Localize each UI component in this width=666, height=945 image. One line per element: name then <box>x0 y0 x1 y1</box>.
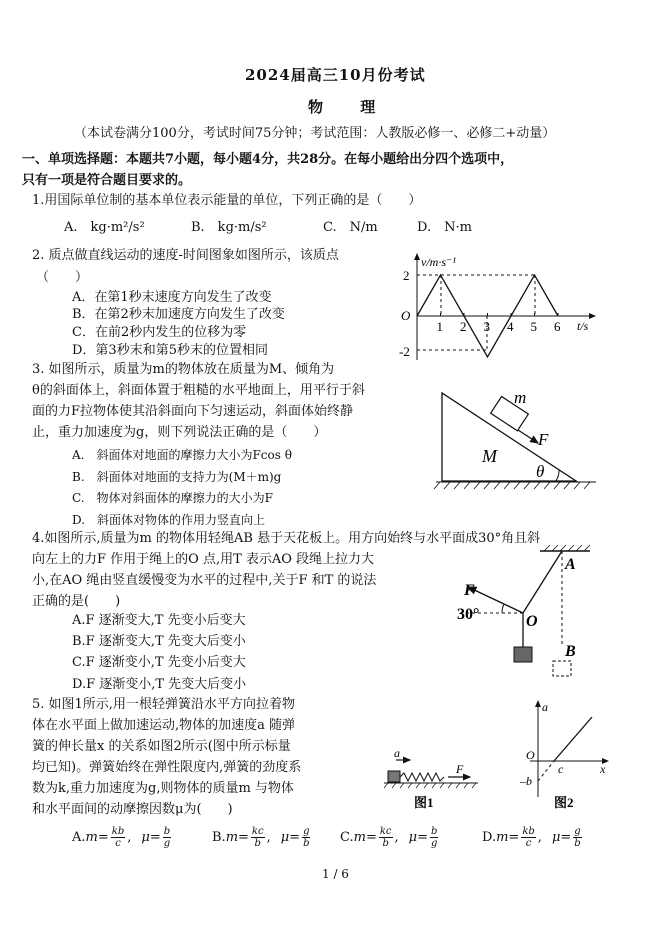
q3-incline-figure <box>430 385 600 495</box>
q5-line6: 和水平面间的动摩擦因数μ为( ) <box>32 802 233 817</box>
label-M: M <box>482 446 497 466</box>
q5-figure1 <box>382 745 482 815</box>
theta-arc <box>556 470 559 481</box>
section1-line1: 一、单项选择题：本题共7小题，每小题4分，共28分。在每小题给出分四个选项中， <box>22 152 514 167</box>
label-30deg: 30° <box>457 606 480 623</box>
fig1-label-F: F <box>456 762 464 776</box>
fig2-label-c: c <box>558 762 564 776</box>
q3-option-d: D. 斜面体对物体的作用力竖直向上 <box>72 513 266 527</box>
fig1-hatching <box>384 783 476 788</box>
q5-m-label: m= <box>225 830 249 845</box>
q5-option-letter: D. <box>482 830 497 845</box>
q5-option-a: A.m= $\frac{kb}{c}$ , μ= $\frac{b}{g}$ <box>72 826 171 849</box>
q5-m-label: m= <box>353 830 377 845</box>
q5-mu-fraction: $\frac{g}{b}$ <box>574 826 581 849</box>
label-O: O <box>526 613 538 630</box>
fig1-caption: 图1 <box>414 795 434 810</box>
q5-mu-fraction: $\frac{g}{b}$ <box>303 826 310 849</box>
q4-rope-figure <box>440 543 600 683</box>
q5-option-c: C.m= $\frac{kc}{b}$ , μ= $\frac{b}{g}$ <box>340 826 438 849</box>
x-tick-6: 6 <box>554 319 561 334</box>
q5-m-fraction: $\frac{kc}{b}$ <box>379 826 392 849</box>
label-B: B <box>565 643 576 660</box>
q4-option-d: D.F 逐渐变小,T 先变大后变小 <box>72 677 247 692</box>
q5-line3: 簧的伸长量x 的关系如图2所示(图中所示标量 <box>32 739 291 754</box>
x-tick-3: 3 <box>483 319 490 334</box>
q3-option-a: A. 斜面体对地面的摩擦力大小为Fcos θ <box>72 448 292 462</box>
ghost-block-B <box>553 661 571 676</box>
origin-label: O <box>401 308 411 323</box>
q2-option-d: D．第3秒末和第5秒末的位置相同 <box>72 343 268 358</box>
q5-mu-label: μ= <box>551 830 572 845</box>
q4-line4: 正确的是( ) <box>32 594 121 609</box>
x-tick-4: 4 <box>507 319 514 334</box>
q5-mu-fraction: $\frac{b}{g}$ <box>431 826 438 849</box>
q5-option-letter: A. <box>72 830 86 845</box>
q4-option-b: B.F 逐渐变大,T 先变大后变小 <box>72 634 246 649</box>
q5-mu-label: μ= <box>141 830 161 845</box>
angle-arc <box>502 604 504 613</box>
exam-info: （本试卷满分100分，考试时间75分钟；考试范围：人教版必修一、必修二+动量） <box>74 126 556 141</box>
q4-option-c: C.F 逐渐变小,T 先变小后变大 <box>72 655 246 670</box>
q5-line2: 体在水平面上做加速运动,物体的加速度a 随弹 <box>32 718 296 733</box>
q3-option-b: B. 斜面体对地面的支持力为(M＋m)g <box>72 470 282 484</box>
q4-option-a: A.F 逐渐变大,T 先变小后变大 <box>72 613 246 628</box>
label-theta: θ <box>536 462 545 481</box>
q5-option-b: B.m= $\frac{kc}{b}$ , μ= $\frac{g}{b}$ <box>212 826 310 849</box>
q5-option-letter: B. <box>212 830 226 845</box>
q2-option-a: A．在第1秒末速度方向发生了改变 <box>72 290 272 305</box>
q5-m-fraction: $\frac{kc}{b}$ <box>251 826 264 849</box>
fig2-label-O: O <box>526 748 535 762</box>
ground-hatching <box>434 482 590 489</box>
t-axis-label: t/s <box>577 319 589 333</box>
section1-line2: 只有一项是符合题目要求的。 <box>22 173 192 188</box>
q5-line5: 数为k,重力加速度为g,则物体的质量m 与物体 <box>32 781 294 796</box>
q4-line2: 向左上的力F 作用于绳上的O 点,用T 表示AO 段绳上拉力大 <box>32 552 375 567</box>
q1-option-a: A. kg·m²/s² <box>64 220 145 235</box>
y-neg-label: -2 <box>399 344 410 359</box>
q4-line1: 4.如图所示,质量为m 的物体用轻绳AB 悬于天花板上。用方向始终与水平面成30°角且斜 <box>32 531 541 546</box>
fig2-caption: 图2 <box>554 795 574 810</box>
q5-option-letter: C. <box>340 830 354 845</box>
label-A: A <box>565 556 576 573</box>
y-pos-label: 2 <box>403 268 410 283</box>
q4-line3: 小,在AO 绳由竖直缓慢变为水平的过程中,关于F 和T 的说法 <box>32 573 377 588</box>
q3-line2: θ的斜面体上，斜面体置于粗糙的水平地面上，用平行于斜 <box>32 383 365 398</box>
ceiling-hatching <box>544 545 590 551</box>
q3-line3: 面的力F拉物体使其沿斜面向下匀速运动，斜面体始终静 <box>32 404 354 419</box>
q2-stem2: （ ） <box>36 270 89 285</box>
label-m: m <box>514 388 527 407</box>
q1-option-c: C. N/m <box>323 220 378 235</box>
page-number: 1 / 6 <box>322 867 349 881</box>
fig2-label-neg-b: –b <box>520 774 532 788</box>
q5-m-label: m= <box>496 830 520 845</box>
q1-option-b: B. kg·m/s² <box>191 220 267 235</box>
q3-line1: 3. 如图所示，质量为m的物体放在质量为M、倾角为 <box>32 362 335 377</box>
fig2-label-x: x <box>600 762 606 776</box>
q5-line1: 5. 如图1所示,用一根轻弹簧沿水平方向拉着物 <box>32 697 295 712</box>
q1-option-d: D. N·m <box>417 220 472 235</box>
q5-mu-fraction: $\frac{b}{g}$ <box>163 826 171 849</box>
fig2-line <box>554 717 592 761</box>
q2-vt-graph <box>395 250 605 365</box>
x-tick-1: 1 <box>436 319 443 334</box>
mass-block <box>514 647 532 662</box>
q5-option-d: D.m= $\frac{kb}{c}$ , μ= $\frac{g}{b}$ <box>482 826 581 849</box>
spring <box>400 773 444 781</box>
label-F: F <box>464 582 475 599</box>
q5-mu-label: μ= <box>280 830 301 845</box>
q2-option-c: C．在前2秒内发生的位移为零 <box>72 325 247 340</box>
q2-stem1: 2. 质点做直线运动的速度-时间图象如图所示，该质点 <box>32 248 339 263</box>
q3-line4: 止，重力加速度为g，则下列说法正确的是（ ） <box>32 425 327 440</box>
exam-title: 2024届高三10月份考试 <box>245 66 426 84</box>
fig2-extension <box>538 761 554 781</box>
q1-stem: 1.用国际单位制的基本单位表示能量的单位，下列正确的是（ ） <box>32 193 422 208</box>
q5-figure2 <box>516 697 611 815</box>
label-F: F <box>538 430 549 449</box>
fig1-label-a: a <box>394 746 400 760</box>
x-tick-2: 2 <box>460 319 467 334</box>
x-tick-5: 5 <box>530 319 537 334</box>
fig2-label-a: a <box>542 700 548 714</box>
q5-mu-label: μ= <box>408 830 429 845</box>
q2-option-b: B．在第2秒末加速度方向发生了改变 <box>72 307 285 322</box>
force-f-arrow <box>518 430 538 443</box>
q5-m-label: m= <box>85 830 109 845</box>
q5-line4: 均已知)。弹簧始终在弹性限度内,弹簧的劲度系 <box>32 760 302 775</box>
fig1-block <box>388 771 400 782</box>
q5-m-fraction: $\frac{kb}{c}$ <box>111 826 125 849</box>
v-axis-label: v/m·s⁻¹ <box>421 255 456 269</box>
q3-option-c: C. 物体对斜面体的摩擦力的大小为F <box>72 491 273 505</box>
rope-AO <box>523 551 562 613</box>
q5-m-fraction: $\frac{kb}{c}$ <box>522 826 535 849</box>
subject-title: 物 理 <box>308 98 392 116</box>
